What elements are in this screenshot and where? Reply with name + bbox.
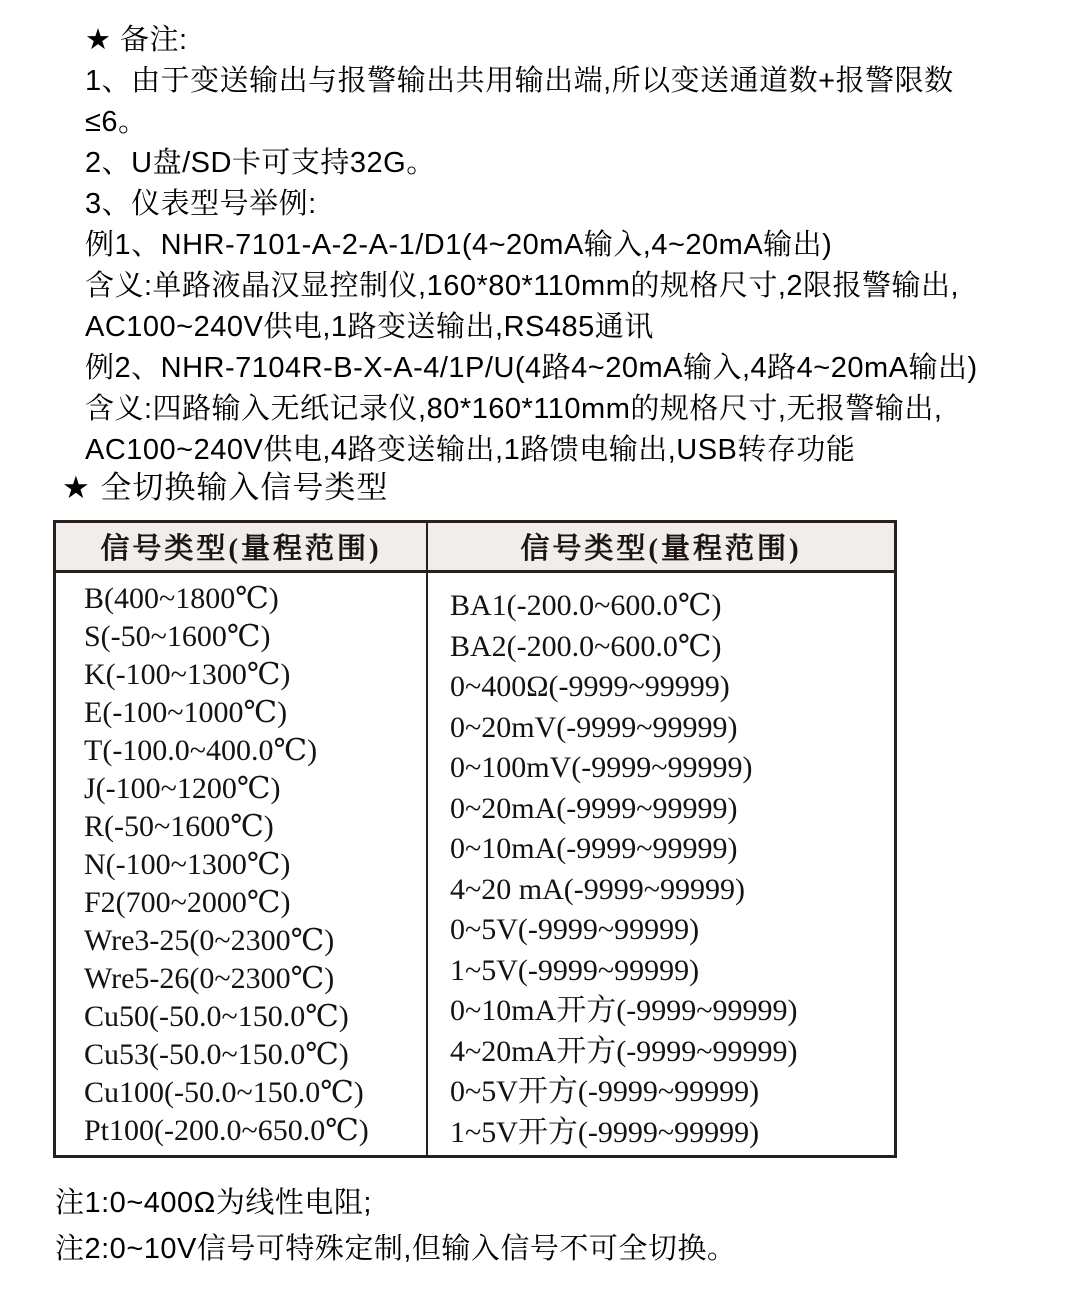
table-row: 1~5V(-9999~99999): [450, 953, 700, 987]
note-line: 含义:单路液晶汉显控制仪,160*80*110mm的规格尺寸,2限报警输出,: [85, 270, 960, 302]
table-row: 0~10mA(-9999~99999): [450, 832, 738, 865]
table-header-row: [56, 523, 894, 573]
table-row: 4~20 mA(-9999~99999): [450, 872, 745, 906]
table-row: 0~5V(-9999~99999): [450, 913, 700, 946]
footnotes-section: [55, 1180, 1015, 1272]
table-row: 0~20mV(-9999~99999): [450, 710, 738, 744]
table-row: BA2(-200.0~600.0℃): [450, 629, 722, 663]
table-row: 1~5V开方(-9999~99999): [450, 1115, 760, 1149]
note-line: ★ 备注:: [85, 24, 188, 56]
table-header-left: 信号类型(量程范围): [56, 523, 428, 570]
footnote-1: 注1:0~400Ω为线性电阻;: [55, 1187, 372, 1219]
table-row: F2(700~2000℃): [84, 886, 291, 919]
table-row: K(-100~1300℃): [84, 658, 291, 691]
table-row: Wre5-26(0~2300℃): [84, 962, 335, 995]
note-line: 例2、NHR-7104R-B-X-A-4/1P/U(4路4~20mA输入,4路4~20mA输出): [85, 352, 978, 384]
table-row: B(400~1800℃): [84, 582, 279, 615]
table-row: Cu50(-50.0~150.0℃): [84, 1000, 349, 1033]
table-row: E(-100~1000℃): [84, 696, 288, 729]
table-row: 0~400Ω(-9999~99999): [450, 670, 730, 703]
table-row: 0~100mV(-9999~99999): [450, 751, 753, 784]
table-row: 0~5V开方(-9999~99999): [450, 1075, 760, 1108]
note-line: 例1、NHR-7101-A-2-A-1/D1(4~20mA输入,4~20mA输出): [85, 229, 833, 261]
table-row: R(-50~1600℃): [84, 810, 274, 843]
table-row: N(-100~1300℃): [84, 848, 291, 881]
table-row: Cu53(-50.0~150.0℃): [84, 1038, 349, 1071]
table-row: J(-100~1200℃): [84, 772, 281, 805]
table-row: BA1(-200.0~600.0℃): [450, 589, 722, 622]
section-title: ★ 全切换输入信号类型: [62, 470, 389, 505]
table-column-right: [428, 573, 894, 1158]
table-header-right: 信号类型(量程范围): [520, 533, 802, 565]
signal-type-table: [53, 520, 897, 1158]
table-row: S(-50~1600℃): [84, 620, 271, 653]
note-line: 2、U盘/SD卡可支持32G。: [85, 147, 436, 179]
footnote-2: 注2:0~10V信号可特殊定制,但输入信号不可全切换。: [55, 1233, 737, 1265]
remarks-section: [85, 20, 1015, 471]
table-row: T(-100.0~400.0℃): [84, 734, 318, 767]
table-column-left: [56, 573, 428, 1158]
note-line: 含义:四路输入无纸记录仪,80*160*110mm的规格尺寸,无报警输出,: [85, 393, 943, 425]
note-line: 1、由于变送输出与报警输出共用输出端,所以变送通道数+报警限数≤6。: [85, 65, 954, 138]
table-row: 0~20mA(-9999~99999): [450, 791, 738, 825]
note-line: AC100~240V供电,1路变送输出,RS485通讯: [85, 311, 654, 343]
table-body: [56, 573, 894, 1158]
table-row: Wre3-25(0~2300℃): [84, 924, 335, 957]
table-row: Cu100(-50.0~150.0℃): [84, 1076, 364, 1109]
table-row: Pt100(-200.0~650.0℃): [84, 1114, 369, 1147]
table-row: 0~10mA开方(-9999~99999): [450, 994, 798, 1027]
table-row: 4~20mA开方(-9999~99999): [450, 1034, 798, 1068]
note-line: 3、仪表型号举例:: [85, 188, 317, 220]
note-line: AC100~240V供电,4路变送输出,1路馈电输出,USB转存功能: [85, 434, 856, 466]
